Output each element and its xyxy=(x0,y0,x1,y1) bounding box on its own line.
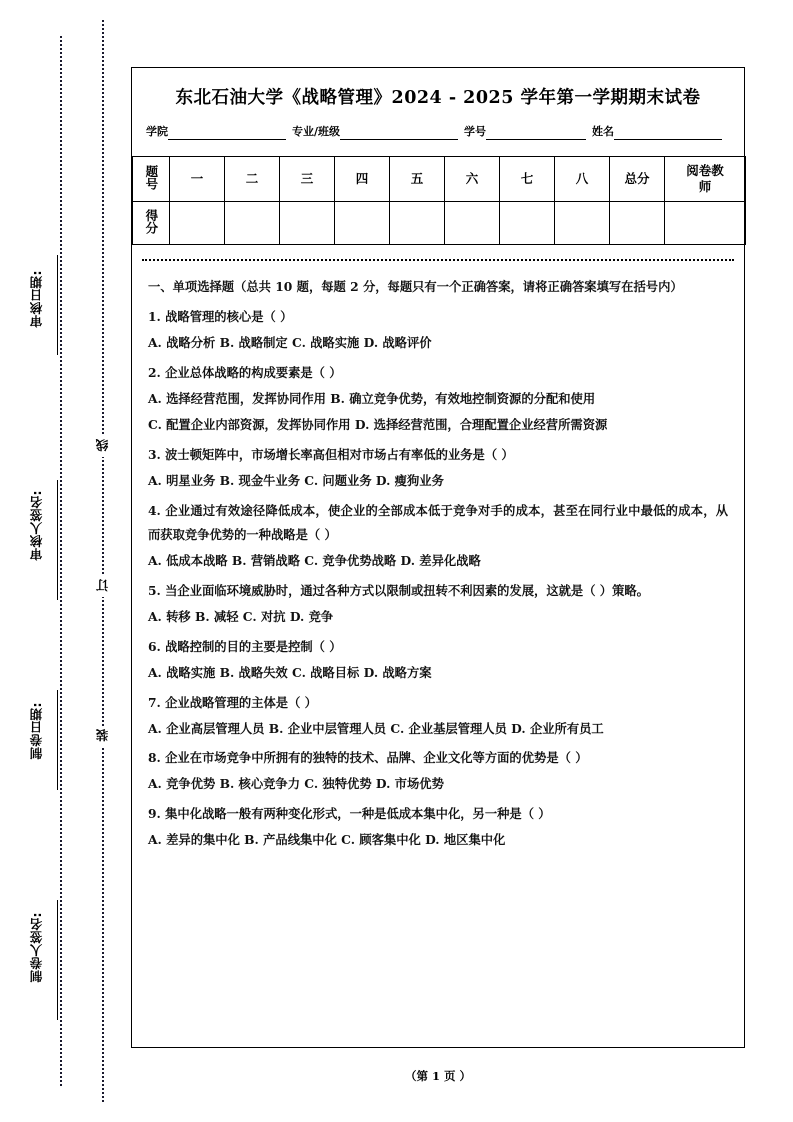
student-id-field[interactable] xyxy=(464,123,586,140)
question-6-stem: 6. 战略控制的目的主要是控制（ ） xyxy=(148,638,342,654)
paper-date-label: 制卷日期: xyxy=(28,702,44,760)
score-cell-5[interactable] xyxy=(390,202,445,245)
seam-char-line: 线 xyxy=(93,436,113,457)
score-cell-2[interactable] xyxy=(225,202,280,245)
score-cell-7[interactable] xyxy=(500,202,555,245)
student-id-label: 学号 xyxy=(464,125,487,138)
student-id-input[interactable] xyxy=(486,126,586,140)
table-row-scores xyxy=(133,202,746,245)
exam-paper-box xyxy=(131,67,745,1048)
paper-date-label-wrap xyxy=(20,702,54,764)
question-3-stem: 3. 波士顿矩阵中，市场增长率高但相对市场占有率低的业务是（ ） xyxy=(148,446,514,462)
score-cell-6[interactable] xyxy=(445,202,500,245)
paper-maker-signature-label: 制卷人签名: xyxy=(28,912,44,983)
question-2-options-ab: A. 选择经营范围，发挥协同作用 B. 确立竞争优势，有效地控制资源的分配和使用 xyxy=(148,390,596,406)
score-cell-4[interactable] xyxy=(335,202,390,245)
grader-label: 阅卷教师 xyxy=(665,157,746,202)
major-class-field[interactable] xyxy=(292,123,458,140)
row-label-question: 题号 xyxy=(133,157,170,202)
question-number-1: 一 xyxy=(170,157,225,202)
table-row-question-numbers xyxy=(133,157,746,202)
question-body xyxy=(148,275,728,852)
major-class-input[interactable] xyxy=(340,126,458,140)
page-title: 东北石油大学《战略管理》2024 - 2025 学年第一学期期末试卷 xyxy=(175,88,701,108)
question-number-8: 八 xyxy=(555,157,610,202)
grader-cell[interactable] xyxy=(665,202,746,245)
total-score-label: 总分 xyxy=(610,157,665,202)
left-binding-margin xyxy=(0,0,130,1122)
question-9-stem: 9. 集中化战略一般有两种变化形式，一种是低成本集中化，另一种是（ ） xyxy=(148,806,551,822)
student-identification-row xyxy=(146,123,730,140)
question-4-options: A. 低成本战略 B. 营销战略 C. 竞争优势战略 D. 差异化战略 xyxy=(148,552,481,568)
question-7-stem: 7. 企业战略管理的主体是（ ） xyxy=(148,694,317,710)
review-date-rule xyxy=(57,255,58,355)
section-heading-1: 一、单项选择题（总共 10 题，每题 2 分，每题只有一个正确答案，请将正确答案填写在括号内） xyxy=(148,279,683,294)
dotted-separator xyxy=(142,259,734,261)
question-number-5: 五 xyxy=(390,157,445,202)
question-3-options: A. 明星业务 B. 现金牛业务 C. 问题业务 D. 瘦狗业务 xyxy=(148,472,444,488)
question-4-stem: 4. 企业通过有效途径降低成本，使企业的全部成本低于竞争对手的成本，甚至在同行业中最低的成本，从而获取竞争优势的一种战略是（ ） xyxy=(148,502,728,542)
question-number-4: 四 xyxy=(335,157,390,202)
score-cell-1[interactable] xyxy=(170,202,225,245)
margin-dotted-line-inner xyxy=(102,20,104,1102)
paper-maker-signature-label-wrap xyxy=(20,912,54,987)
reviewer-signature-label-wrap xyxy=(20,490,54,565)
row-label-score: 得分 xyxy=(133,202,170,245)
seam-char-bind: 订 xyxy=(93,576,113,597)
question-5-options: A. 转移 B. 减轻 C. 对抗 D. 竞争 xyxy=(148,608,334,624)
question-8-stem: 8. 企业在市场竞争中所拥有的独特的技术、品牌、企业文化等方面的优势是（ ） xyxy=(148,750,588,766)
question-7-options: A. 企业高层管理人员 B. 企业中层管理人员 C. 企业基层管理人员 D. 企业所有员工 xyxy=(148,720,604,736)
question-8-options: A. 竞争优势 B. 核心竞争力 C. 独特优势 D. 市场优势 xyxy=(148,776,444,792)
total-score-cell[interactable] xyxy=(610,202,665,245)
reviewer-signature-rule xyxy=(57,480,58,600)
college-input[interactable] xyxy=(168,126,286,140)
name-field[interactable] xyxy=(592,123,722,140)
paper-maker-signature-rule xyxy=(57,900,58,1020)
question-number-7: 七 xyxy=(500,157,555,202)
reviewer-signature-label: 审核人签名: xyxy=(28,490,44,561)
college-label: 学院 xyxy=(146,125,168,138)
score-table xyxy=(132,156,746,245)
question-number-3: 三 xyxy=(280,157,335,202)
college-field[interactable] xyxy=(146,123,286,140)
question-6-options: A. 战略实施 B. 战略失效 C. 战略目标 D. 战略方案 xyxy=(148,664,432,680)
major-class-label: 专业/班级 xyxy=(292,125,341,138)
question-number-6: 六 xyxy=(445,157,500,202)
question-1-stem: 1. 战略管理的核心是（ ） xyxy=(148,308,293,324)
margin-dotted-line-outer xyxy=(60,36,62,1086)
name-input[interactable] xyxy=(614,126,722,140)
question-2-stem: 2. 企业总体战略的构成要素是（ ） xyxy=(148,364,342,380)
review-date-label: 审核日期: xyxy=(28,270,44,328)
name-label: 姓名 xyxy=(592,125,615,138)
question-5-stem: 5. 当企业面临环境威胁时，通过各种方式以限制或扭转不利因素的发展，这就是（ ）策略。 xyxy=(148,582,649,598)
question-2-options-cd: C. 配置企业内部资源，发挥协同作用 D. 选择经营范围，合理配置企业经营所需资源 xyxy=(148,416,608,432)
score-cell-8[interactable] xyxy=(555,202,610,245)
score-cell-3[interactable] xyxy=(280,202,335,245)
question-1-options: A. 战略分析 B. 战略制定 C. 战略实施 D. 战略评价 xyxy=(148,334,432,350)
seam-char-pack: 装 xyxy=(93,726,113,747)
question-number-2: 二 xyxy=(225,157,280,202)
question-9-options: A. 差异的集中化 B. 产品线集中化 C. 顾客集中化 D. 地区集中化 xyxy=(148,832,506,848)
paper-date-rule xyxy=(57,690,58,790)
page-number-footer: （第 1 页 ） xyxy=(404,1069,471,1083)
review-date-label-wrap xyxy=(20,270,54,332)
